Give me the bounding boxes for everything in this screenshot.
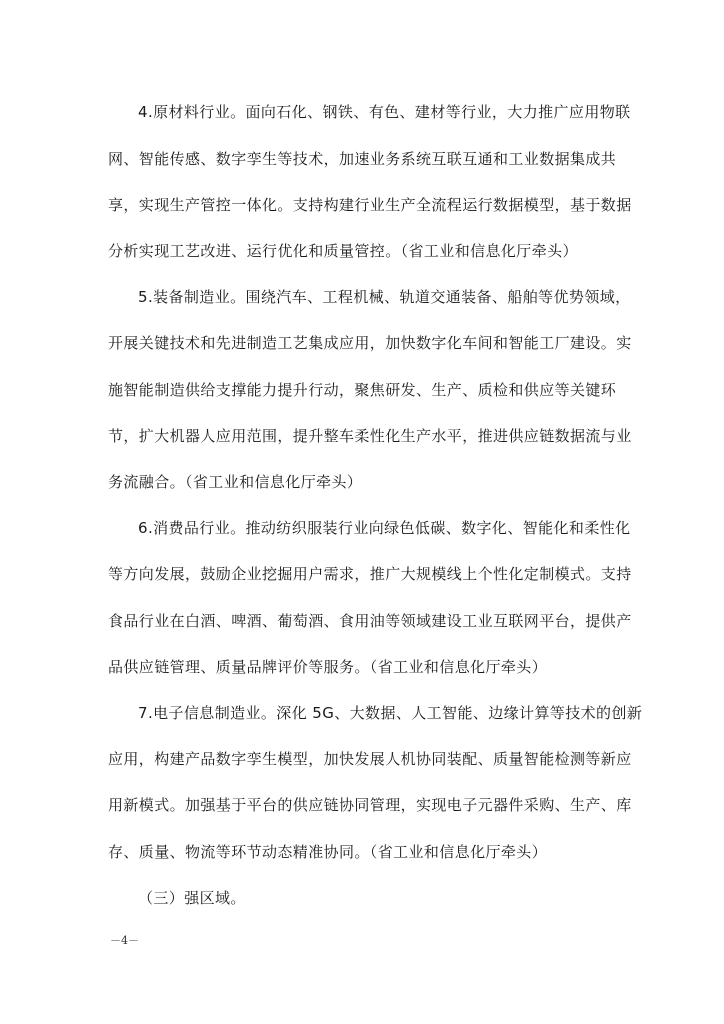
paragraph-4-line-3: 享，实现生产管控一体化。支持构建行业生产全流程运行数据模型，基于数据 — [108, 196, 632, 214]
paragraph-5-line-4: 节，扩大机器人应用范围，提升整车柔性化生产水平，推进供应链数据流与业 — [108, 427, 632, 445]
page-number: －4－ — [110, 934, 139, 947]
paragraph-6-line-3: 食品行业在白酒、啤酒、葡萄酒、食用油等领域建设工业互联网平台，提供产 — [108, 612, 632, 630]
paragraph-6-line-4: 品供应链管理、质量品牌评价等服务。（省工业和信息化厅牵头） — [108, 658, 548, 676]
paragraph-4-line-1: 4.原材料行业。面向石化、钢铁、有色、建材等行业，大力推广应用物联 — [138, 103, 631, 121]
paragraph-6-line-1: 6.消费品行业。推动纺织服装行业向绿色低碳、数字化、智能化和柔性化 — [138, 519, 631, 537]
section-heading: （三）强区域。 — [138, 889, 246, 907]
paragraph-7-line-1: 7.电子信息制造业。深化 5G、大数据、人工智能、边缘计算等技术的创新 — [138, 704, 643, 722]
paragraph-7-line-4: 存、质量、物流等环节动态精准协同。（省工业和信息化厅牵头） — [108, 843, 548, 861]
paragraph-4-line-4: 分析实现工艺改进、运行优化和质量管控。（省工业和信息化厅牵头） — [108, 242, 578, 260]
paragraph-5-line-2: 开展关键技术和先进制造工艺集成应用，加快数字化车间和智能工厂建设。实 — [108, 334, 632, 352]
paragraph-7-line-3: 用新模式。加强基于平台的供应链协同管理，实现电子元器件采购、生产、库 — [108, 796, 632, 814]
paragraph-5-line-1: 5.装备制造业。围绕汽车、工程机械、轨道交通装备、船舶等优势领域， — [138, 288, 631, 306]
paragraph-6-line-2: 等方向发展，鼓励企业挖掘用户需求，推广大规模线上个性化定制模式。支持 — [108, 565, 632, 583]
paragraph-5-line-5: 务流融合。（省工业和信息化厅牵头） — [108, 473, 363, 491]
paragraph-5-line-3: 施智能制造供给支撑能力提升行动，聚焦研发、生产、质检和供应等关键环 — [108, 381, 617, 399]
paragraph-7-line-2: 应用，构建产品数字孪生模型，加快发展人机协同装配、质量智能检测等新应 — [108, 750, 632, 768]
paragraph-4-line-2: 网、智能传感、数字孪生等技术，加速业务系统互联互通和工业数据集成共 — [108, 150, 617, 168]
